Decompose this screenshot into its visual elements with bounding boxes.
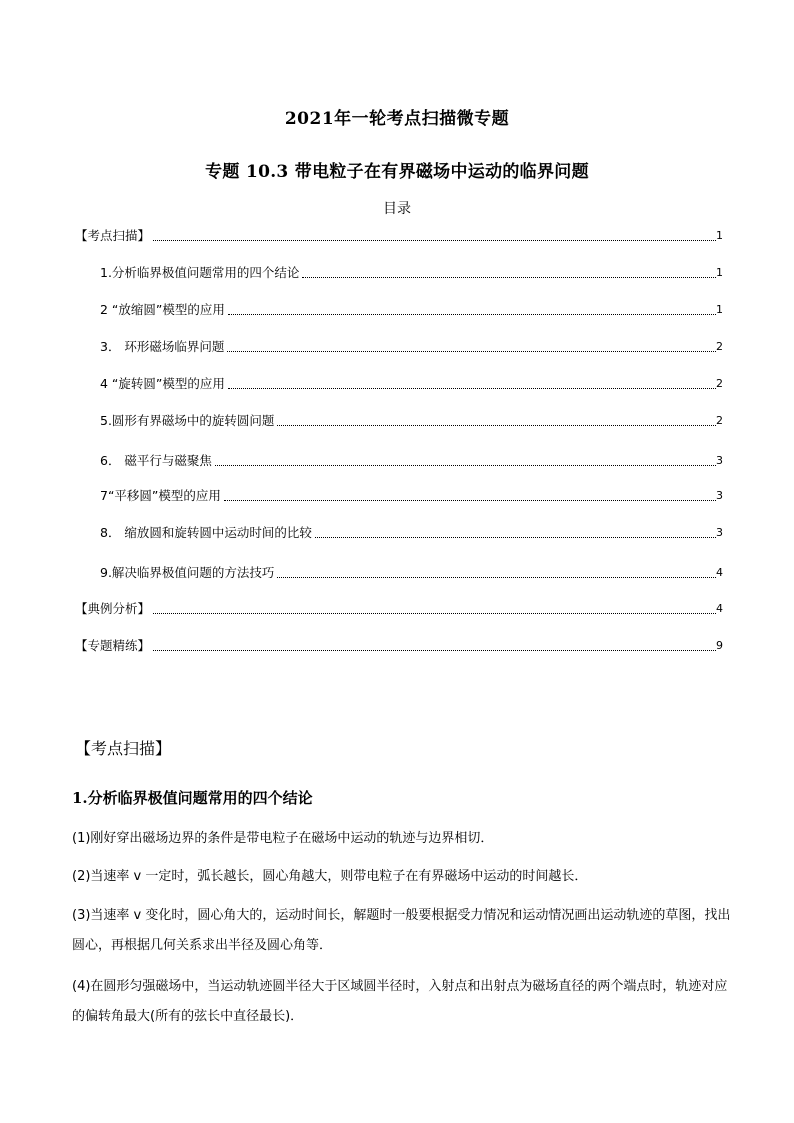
toc-leader-dots [277,425,716,426]
toc-entry-label[interactable]: 8． 缩放圆和旋转圆中运动时间的比较 [100,525,312,540]
toc-entry-label[interactable]: 2 “放缩圆”模型的应用 [100,302,225,317]
toc-entry-label[interactable]: 3． 环形磁场临界问题 [100,339,225,354]
toc-page-number: 4 [716,602,723,615]
toc-entry-label[interactable]: 6． 磁平行与磁聚焦 [100,453,212,468]
paragraph: (1)刚好穿出磁场边界的条件是带电粒子在磁场中运动的轨迹与边界相切． [72,831,494,846]
toc-page-number: 2 [716,340,723,353]
document-title: 2021年一轮考点扫描微专题 [284,109,510,129]
toc-leader-dots [227,351,716,352]
toc-entry[interactable] [0,563,794,583]
toc-entry[interactable] [0,337,794,357]
section-heading: 【考点扫描】 [75,739,172,758]
toc-entry-label[interactable]: 【考点扫描】 [75,228,151,243]
toc-entry[interactable] [0,226,794,246]
toc-entry[interactable] [0,263,794,283]
toc-leader-dots [153,650,716,651]
toc-leader-dots [315,537,716,538]
toc-leader-dots [228,314,716,315]
toc-leader-dots [153,613,716,614]
toc-entry[interactable] [0,300,794,320]
toc-leader-dots [215,465,716,466]
toc-title: 目录 [383,201,411,217]
toc-entry-label[interactable]: 5.圆形有界磁场中的旋转圆问题 [100,413,275,428]
paragraph: (2)当速率 v 一定时，弧长越长，圆心角越大，则带电粒子在有界磁场中运动的时间越长． [72,869,588,884]
toc-entry[interactable] [0,411,794,431]
toc-entry[interactable] [0,374,794,394]
toc-page-number: 4 [716,566,723,579]
paragraph: (3)当速率 v 变化时，圆心角大的，运动时间长，解题时一般要根据受力情况和运动情况画出运动轨迹的草图，找出圆心，再根据几何关系求出半径及圆心角等． [72,908,731,953]
toc-entry[interactable] [0,636,794,656]
toc-leader-dots [224,500,716,501]
toc-page-number: 9 [716,639,723,652]
toc-page-number: 2 [716,377,723,390]
toc-entry-label[interactable]: 【专题精练】 [75,638,151,653]
toc-page-number: 3 [716,526,723,539]
toc-page-number: 3 [716,454,723,467]
document-subtitle: 专题 10.3 带电粒子在有界磁场中运动的临界问题 [205,162,589,182]
toc-page-number: 1 [716,229,723,242]
paragraph: (4)在圆形匀强磁场中，当运动轨迹圆半径大于区域圆半径时，入射点和出射点为磁场直径的两个端点时，轨迹对应的偏转角最大(所有的弦长中直径最长)． [72,979,728,1024]
subheading: 1.分析临界极值问题常用的四个结论 [72,789,313,807]
toc-page-number: 1 [716,266,723,279]
toc-page-number: 3 [716,489,723,502]
toc-entry-label[interactable]: 4 “旋转圆”模型的应用 [100,376,225,391]
toc-page-number: 1 [716,303,723,316]
toc-entry[interactable] [0,599,794,619]
toc-leader-dots [302,277,716,278]
toc-page-number: 2 [716,414,723,427]
toc-entry[interactable] [0,523,794,543]
toc-entry-label[interactable]: 【典例分析】 [75,601,151,616]
toc-entry-label[interactable]: 7“平移圆”模型的应用 [100,488,221,503]
toc-leader-dots [153,240,716,241]
toc-entry-label[interactable]: 9.解决临界极值问题的方法技巧 [100,565,275,580]
toc-leader-dots [228,388,716,389]
toc-leader-dots [277,577,716,578]
toc-entry-label[interactable]: 1.分析临界极值问题常用的四个结论 [100,265,300,280]
toc-entry[interactable] [0,451,794,471]
toc-entry[interactable] [0,486,794,506]
